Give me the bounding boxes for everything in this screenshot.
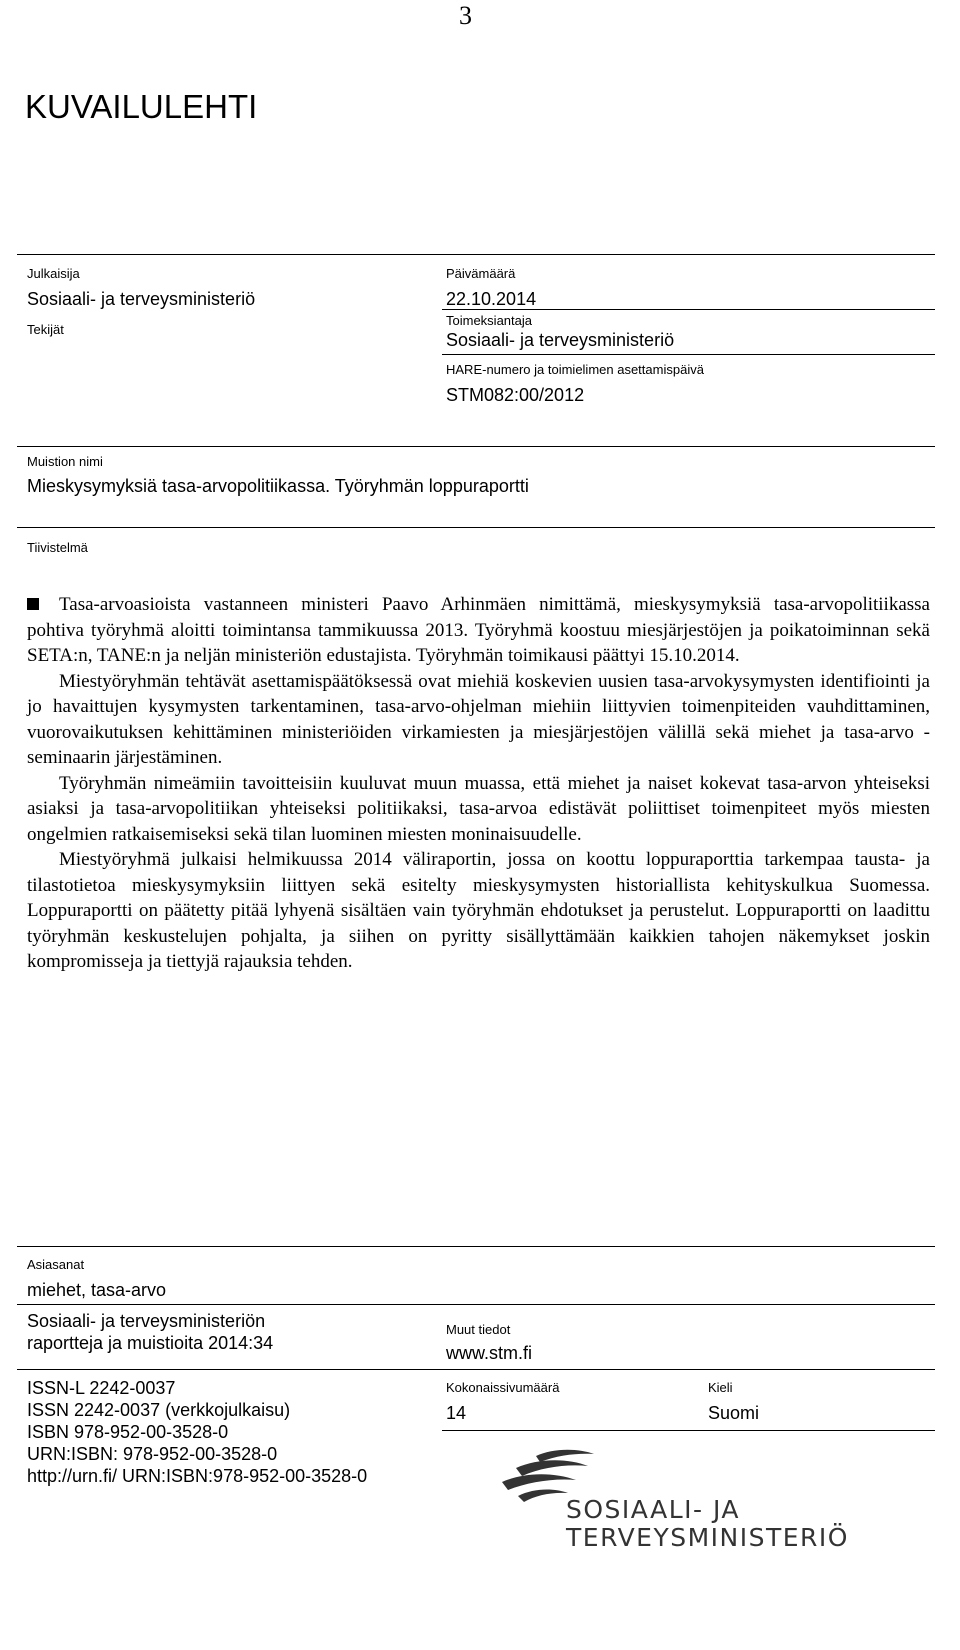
abstract-top-rule xyxy=(17,527,935,528)
pages-label: Kokonaissivumäärä xyxy=(446,1380,560,1395)
memo-top-rule xyxy=(17,446,935,447)
keywords-value: miehet, tasa-arvo xyxy=(27,1280,167,1300)
keywords-rule xyxy=(17,1304,935,1305)
other-info-value: www.stm.fi xyxy=(446,1343,533,1363)
publisher-label: Julkaisija xyxy=(27,266,80,281)
date-value: 22.10.2014 xyxy=(446,289,537,309)
isbn: ISBN 978-952-00-3528-0 xyxy=(27,1422,229,1442)
hare-label: HARE-numero ja toimielimen asettamispäivä xyxy=(446,362,704,377)
page-number: 3 xyxy=(459,1,472,30)
urn-url: http://urn.fi/ URN:ISBN:978-952-00-3528-0 xyxy=(27,1466,368,1486)
logo-line2: TERVEYSMINISTERIÖ xyxy=(566,1523,849,1552)
commissioner-rule xyxy=(442,354,935,355)
publisher-value: Sosiaali- ja terveysministeriö xyxy=(27,289,256,309)
commissioner-label: Toimeksiantaja xyxy=(446,313,532,328)
language-label: Kieli xyxy=(708,1380,733,1395)
hare-value: STM082:00/2012 xyxy=(446,385,585,405)
abstract-label: Tiivistelmä xyxy=(27,540,88,555)
square-bullet-icon xyxy=(27,598,39,610)
issn-l: ISSN-L 2242-0037 xyxy=(27,1378,176,1398)
abstract-paragraph: Työryhmän nimeämiin tavoitteisiin kuuluvat muun muassa, että miehet ja naiset kokevat tasa-arvon yhteiseksi asiaksi ja tasa-arvopolitiikan yhteiseksi politiikaksi, tasa-arvoa edistävät poliittiset toimenpiteet myös miesten ongelmien ratkaisemiseksi sekä tilan luominen miesten moninaisuudelle. xyxy=(27,772,930,845)
abstract-paragraph: Miestyöryhmän tehtävät asettamispäätöksessä ovat miehiä koskevien uusien tasa-arvokysymysten identifiointi ja jo havaittujen kysymysten tarkentaminen, tasa-arvo-ohjelman miehiin liittyvien toimenpiteiden vauhdittaminen, vuorovaikutuksen kehittäminen ministeriöiden virkamiesten ja miesjärjestöjen välillä sekä miehet ja tasa-arvo -seminaarin järjestäminen. xyxy=(27,670,930,768)
logo-line1: SOSIAALI- JA xyxy=(566,1495,740,1524)
memo-name-label: Muistion nimi xyxy=(27,454,103,469)
abstract-paragraph: Tasa-arvoasioista vastanneen ministeri Paavo Arhinmäen nimittämä, mieskysymyksiä tasa-arvopolitiikassa pohtiva työryhmä aloitti toimintansa tammikuussa 2013. Työryhmä koostuu miesjärjestöjen ja poikatoiminnan sekä SETA:n, TANE:n ja neljän ministeriön edustajista. Työryhmän toimikausi päättyi 15.10.2014. xyxy=(27,594,930,666)
memo-name-value: Mieskysymyksiä tasa-arvopolitiikassa. Työryhmän loppuraportti xyxy=(27,476,529,496)
identifiers-rule xyxy=(17,1369,935,1370)
abstract-text xyxy=(27,592,930,975)
page-title: KUVAILULEHTI xyxy=(25,88,258,125)
abstract-paragraph: Miestyöryhmä julkaisi helmikuussa 2014 väliraportin, jossa on koottu loppuraporttia tarkempaa tausta- ja tilastotietoa mieskysymyksiin liittyen sekä esitelty mieskysymysten historiallista kehityskulkua Suomessa. Loppuraportti on päätetty pitää lyhyenä sisältäen vain työryhmän ehdotukset ja perustelut. Loppuraportti on laadittu työryhmän keskustelujen pohjalta, ja siihen on pyritty sisällyttämään kaikkien tahojen näkemykset joskin kompromisseja ja tiettyjä rajauksia tehden. xyxy=(27,849,930,972)
header-top-rule xyxy=(17,254,935,255)
pages-rule xyxy=(442,1430,935,1431)
keywords-label: Asiasanat xyxy=(27,1257,85,1272)
footer-top-rule xyxy=(17,1246,935,1247)
ministry-logo xyxy=(498,1446,849,1616)
series-line1: Sosiaali- ja terveysministeriön xyxy=(27,1311,266,1331)
language-value: Suomi xyxy=(708,1403,760,1423)
pages-value: 14 xyxy=(446,1403,467,1423)
authors-label: Tekijät xyxy=(27,322,64,337)
other-info-label: Muut tiedot xyxy=(446,1322,511,1337)
date-label: Päivämäärä xyxy=(446,266,516,281)
urn: URN:ISBN: 978-952-00-3528-0 xyxy=(27,1444,278,1464)
date-rule xyxy=(442,309,935,310)
issn: ISSN 2242-0037 (verkkojulkaisu) xyxy=(27,1400,291,1420)
series-line2: raportteja ja muistioita 2014:34 xyxy=(27,1333,274,1353)
commissioner-value: Sosiaali- ja terveysministeriö xyxy=(446,330,675,350)
